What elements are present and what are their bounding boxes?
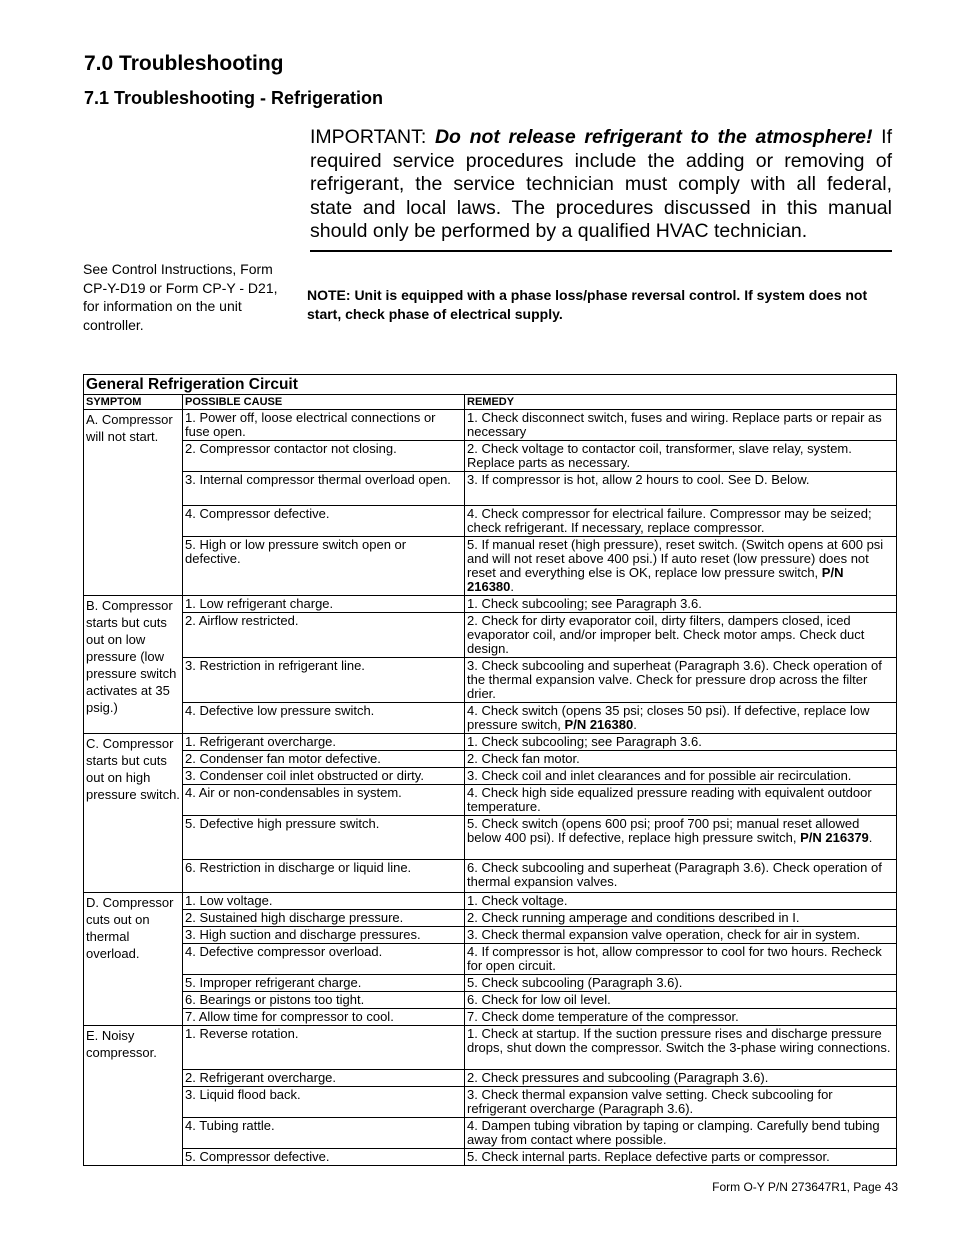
remedy-cell: 3. Check thermal expansion valve operation, check for air in system. bbox=[465, 927, 897, 944]
page-footer: Form O-Y P/N 273647R1, Page 43 bbox=[712, 1180, 898, 1194]
important-body: If required service procedures include the adding or removing of refrigerant, the service technician must comply with all federal, state and local laws. The procedures discussed in this manual should only be performed by a qualified HVAC technician. bbox=[310, 126, 892, 242]
cause-cell: 3. Condenser coil inlet obstructed or dirty. bbox=[183, 768, 465, 785]
table-row bbox=[84, 472, 897, 506]
cause-cell: 1. Power off, loose electrical connections or fuse open. bbox=[183, 410, 465, 441]
table-row bbox=[84, 816, 897, 860]
table-row bbox=[84, 768, 897, 785]
subsection-heading: 7.1 Troubleshooting - Refrigeration bbox=[84, 88, 384, 108]
remedy-cell: 1. Check disconnect switch, fuses and wiring. Replace parts or repair as necessary bbox=[465, 410, 897, 441]
table-row bbox=[84, 944, 897, 975]
table-row bbox=[84, 537, 897, 596]
cause-cell: 1. Low voltage. bbox=[183, 893, 465, 910]
cause-cell: 1. Refrigerant overcharge. bbox=[183, 734, 465, 751]
cause-cell: 4. Compressor defective. bbox=[183, 506, 465, 537]
remedy-text: 5. Check switch (opens 600 psi; proof 700 psi; manual reset allowed below 400 psi). If defective, replace high pressure switch, bbox=[467, 816, 860, 845]
table-row bbox=[84, 893, 897, 910]
remedy-cell: 1. Check voltage. bbox=[465, 893, 897, 910]
table-row bbox=[84, 975, 897, 992]
symptom-cell: E. Noisy compressor. bbox=[84, 1026, 183, 1166]
remedy-tail: . bbox=[868, 830, 873, 845]
cause-cell: 1. Low refrigerant charge. bbox=[183, 596, 465, 613]
part-number: P/N 216380 bbox=[564, 717, 634, 732]
remedy-cell: 3. If compressor is hot, allow 2 hours to cool. See D. Below. bbox=[465, 472, 897, 506]
remedy-text: 4. Check switch (opens 35 psi; closes 50 psi). If defective, replace low pressure switch, bbox=[467, 703, 870, 732]
symptom-cell: A. Compressor will not start. bbox=[84, 410, 183, 596]
remedy-cell: 3. Check thermal expansion valve setting. Check subcooling for refrigerant overcharge (Paragraph 3.6). bbox=[465, 1087, 897, 1118]
table-row bbox=[84, 596, 897, 613]
remedy-cell: 4. Dampen tubing vibration by taping or clamping. Carefully bend tubing away from contact where possible. bbox=[465, 1118, 897, 1149]
remedy-cell: 1. Check subcooling; see Paragraph 3.6. bbox=[465, 734, 897, 751]
header-cause: POSSIBLE CAUSE bbox=[183, 395, 465, 410]
remedy-cell bbox=[465, 816, 897, 860]
cause-cell: 3. High suction and discharge pressures. bbox=[183, 927, 465, 944]
table-row bbox=[84, 441, 897, 472]
symptom-cell: D. Compressor cuts out on thermal overload. bbox=[84, 893, 183, 1026]
header-symptom: SYMPTOM bbox=[84, 395, 183, 410]
side-note: See Control Instructions, Form CP-Y-D19 or Form CP-Y - D21, for information on the unit controller. bbox=[83, 261, 278, 333]
remedy-cell: 2. Check voltage to contactor coil, transformer, slave relay, system. Replace parts as necessary. bbox=[465, 441, 897, 472]
table-row bbox=[84, 734, 897, 751]
phase-note: NOTE: Unit is equipped with a phase loss/phase reversal control. If system does not start, check phase of electrical supply. bbox=[307, 287, 868, 322]
cause-cell: 6. Bearings or pistons too tight. bbox=[183, 992, 465, 1009]
important-warning: Do not release refrigerant to the atmosphere! bbox=[434, 126, 873, 148]
remedy-cell bbox=[465, 537, 897, 596]
cause-cell: 6. Restriction in discharge or liquid line. bbox=[183, 860, 465, 893]
table-row bbox=[84, 1026, 897, 1070]
cause-cell: 3. Internal compressor thermal overload open. bbox=[183, 472, 465, 506]
remedy-cell: 4. Check high side equalized pressure reading with equivalent outdoor temperature. bbox=[465, 785, 897, 816]
cause-cell: 1. Reverse rotation. bbox=[183, 1026, 465, 1070]
section-heading: 7.0 Troubleshooting bbox=[84, 52, 284, 75]
header-remedy: REMEDY bbox=[465, 395, 897, 410]
important-notice bbox=[310, 126, 892, 252]
table-row bbox=[84, 1149, 897, 1166]
table-row bbox=[84, 910, 897, 927]
refrigeration-table bbox=[83, 374, 897, 1166]
table-row bbox=[84, 785, 897, 816]
remedy-cell: 6. Check for low oil level. bbox=[465, 992, 897, 1009]
table-row bbox=[84, 751, 897, 768]
cause-cell: 2. Compressor contactor not closing. bbox=[183, 441, 465, 472]
cause-cell: 5. Compressor defective. bbox=[183, 1149, 465, 1166]
remedy-cell: 3. Check coil and inlet clearances and for possible air recirculation. bbox=[465, 768, 897, 785]
cause-cell: 4. Defective compressor overload. bbox=[183, 944, 465, 975]
remedy-cell: 5. Check subcooling (Paragraph 3.6). bbox=[465, 975, 897, 992]
table-row bbox=[84, 410, 897, 441]
table-row bbox=[84, 1087, 897, 1118]
remedy-cell: 2. Check fan motor. bbox=[465, 751, 897, 768]
table-row bbox=[84, 1009, 897, 1026]
remedy-cell: 7. Check dome temperature of the compressor. bbox=[465, 1009, 897, 1026]
symptom-cell: C. Compressor starts but cuts out on high pressure switch. bbox=[84, 734, 183, 893]
remedy-cell: 2. Check pressures and subcooling (Paragraph 3.6). bbox=[465, 1070, 897, 1087]
table-row bbox=[84, 860, 897, 893]
table-row bbox=[84, 613, 897, 658]
symptom-cell: B. Compressor starts but cuts out on low pressure (low pressure switch activates at 35 psig.) bbox=[84, 596, 183, 734]
important-lead: IMPORTANT: bbox=[310, 126, 435, 148]
remedy-cell bbox=[465, 703, 897, 734]
cause-cell: 2. Refrigerant overcharge. bbox=[183, 1070, 465, 1087]
cause-cell: 4. Air or non-condensables in system. bbox=[183, 785, 465, 816]
remedy-text: 5. If manual reset (high pressure), reset switch. (Switch opens at 600 psi and will not reset above 400 psi.) If auto reset (low pressure) does not reset and everything else is OK, replace low pressure switch, bbox=[467, 537, 884, 580]
remedy-cell: 1. Check subcooling; see Paragraph 3.6. bbox=[465, 596, 897, 613]
part-number: P/N 216379 bbox=[800, 830, 869, 845]
remedy-cell: 3. Check subcooling and superheat (Paragraph 3.6). Check operation of the thermal expansion valve. Check for pressure drop across the filter drier. bbox=[465, 658, 897, 703]
table-caption: General Refrigeration Circuit bbox=[84, 375, 897, 395]
remedy-cell: 2. Check for dirty evaporator coil, dirty filters, dampers closed, iced evaporator coil, and/or improper belt. Check motor amps. Check duct design. bbox=[465, 613, 897, 658]
part-number: P/N 216380 bbox=[467, 565, 844, 594]
cause-cell: 2. Sustained high discharge pressure. bbox=[183, 910, 465, 927]
table-row bbox=[84, 992, 897, 1009]
cause-cell: 2. Condenser fan motor defective. bbox=[183, 751, 465, 768]
remedy-cell: 5. Check internal parts. Replace defective parts or compressor. bbox=[465, 1149, 897, 1166]
cause-cell: 5. Improper refrigerant charge. bbox=[183, 975, 465, 992]
remedy-tail: . bbox=[510, 579, 515, 594]
cause-cell: 2. Airflow restricted. bbox=[183, 613, 465, 658]
cause-cell: 3. Restriction in refrigerant line. bbox=[183, 658, 465, 703]
remedy-cell: 6. Check subcooling and superheat (Paragraph 3.6). Check operation of thermal expansion valves. bbox=[465, 860, 897, 893]
table-row bbox=[84, 927, 897, 944]
table-row bbox=[84, 1118, 897, 1149]
remedy-tail: . bbox=[633, 717, 637, 732]
remedy-cell: 4. If compressor is hot, allow compressor to cool for two hours. Recheck for open circuit. bbox=[465, 944, 897, 975]
cause-cell: 5. Defective high pressure switch. bbox=[183, 816, 465, 860]
cause-cell: 4. Defective low pressure switch. bbox=[183, 703, 465, 734]
remedy-cell: 1. Check at startup. If the suction pressure rises and discharge pressure drops, shut down the compressor. Switch the 3-phase wiring connections. bbox=[465, 1026, 897, 1070]
cause-cell: 3. Liquid flood back. bbox=[183, 1087, 465, 1118]
remedy-cell: 4. Check compressor for electrical failure. Compressor may be seized; check refrigerant. If necessary, replace compressor. bbox=[465, 506, 897, 537]
cause-cell: 7. Allow time for compressor to cool. bbox=[183, 1009, 465, 1026]
table-row bbox=[84, 506, 897, 537]
cause-cell: 4. Tubing rattle. bbox=[183, 1118, 465, 1149]
remedy-cell: 2. Check running amperage and conditions described in I. bbox=[465, 910, 897, 927]
cause-cell: 5. High or low pressure switch open or defective. bbox=[183, 537, 465, 596]
table-row bbox=[84, 1070, 897, 1087]
table-row bbox=[84, 658, 897, 703]
table-row bbox=[84, 703, 897, 734]
